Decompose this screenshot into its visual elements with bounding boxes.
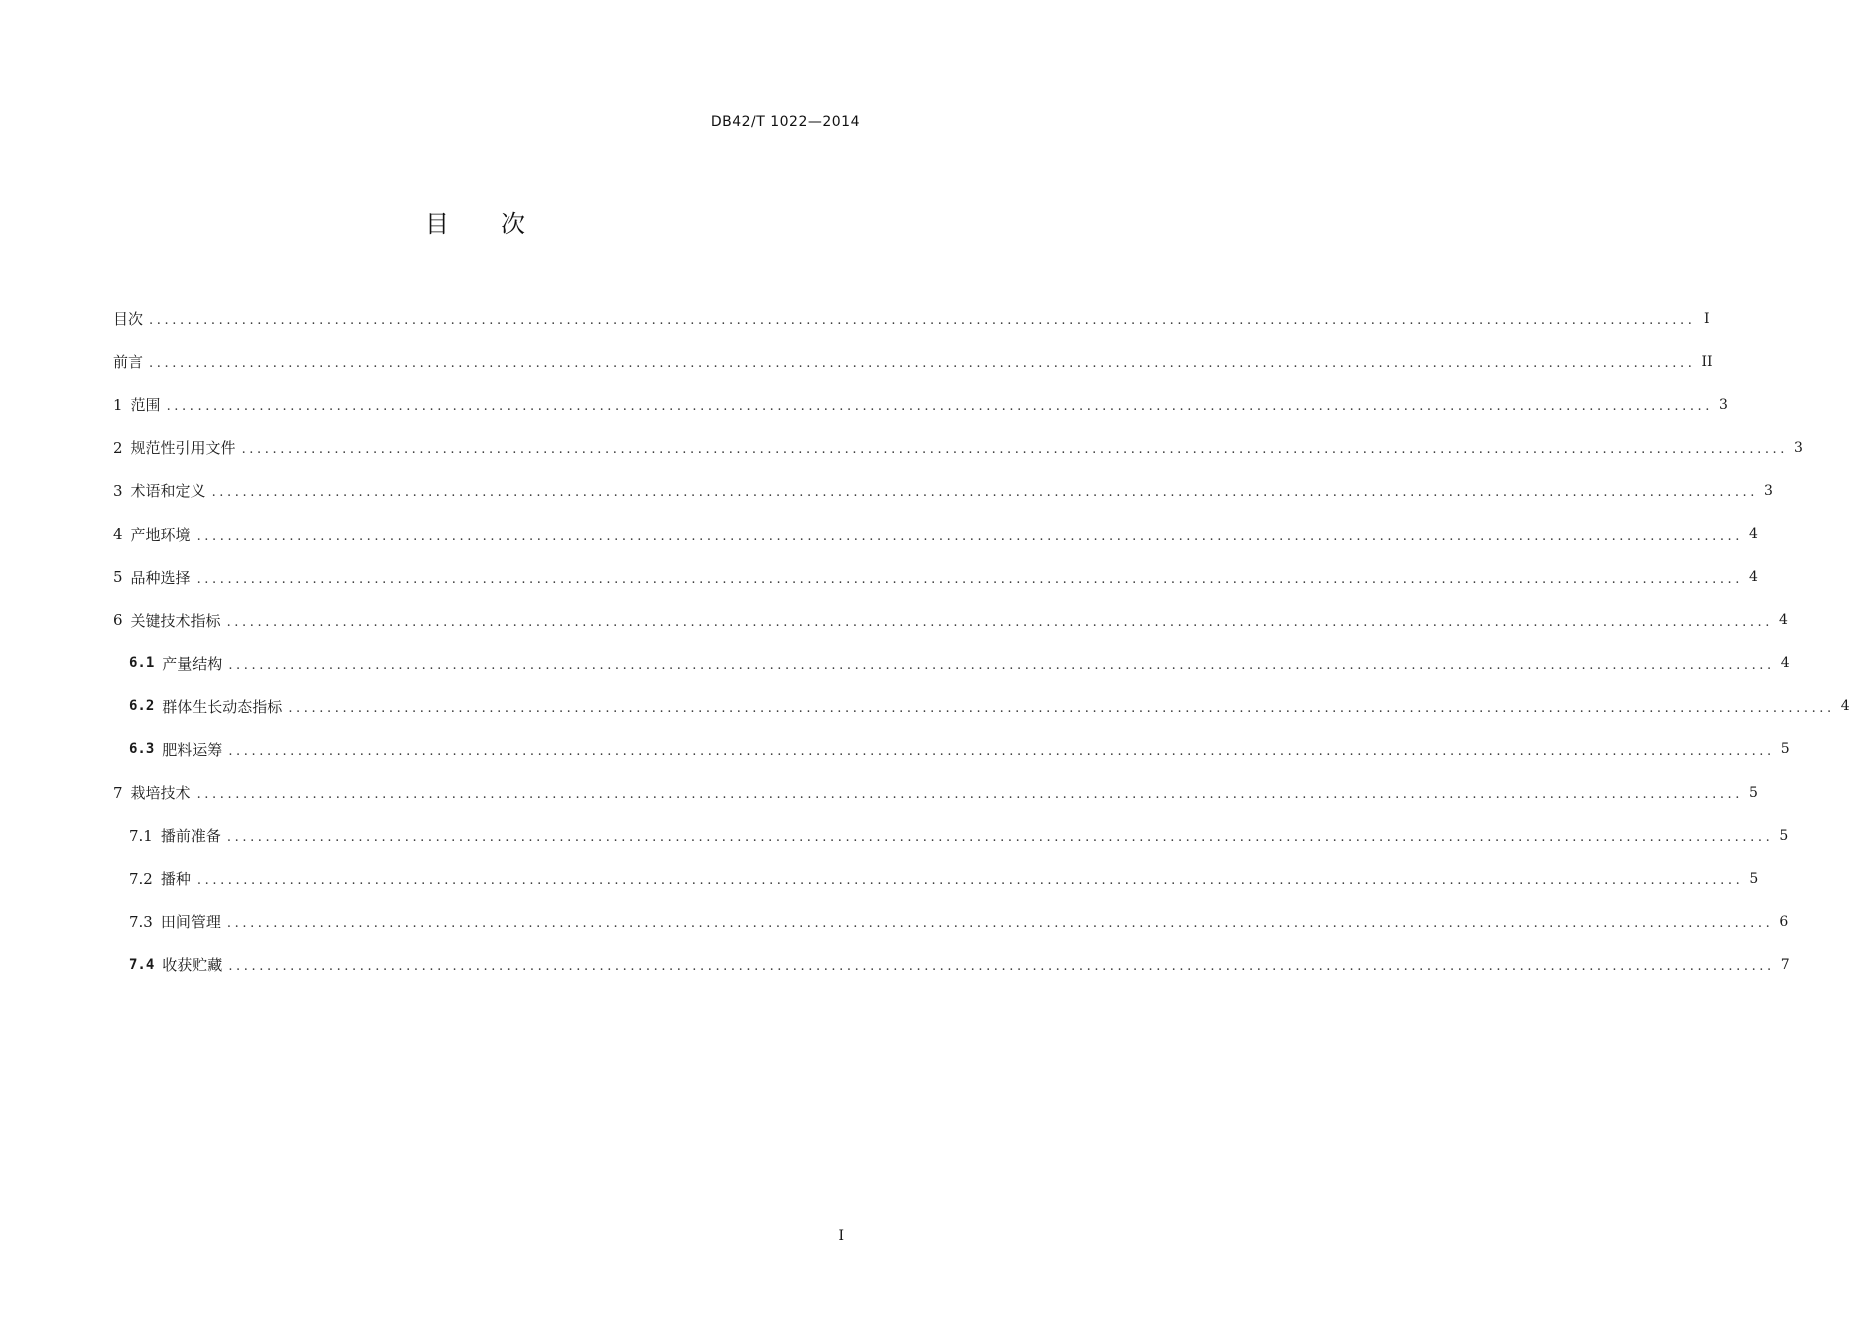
table-of-contents <box>113 297 1850 987</box>
toc-page-number: 5 <box>1749 784 1758 801</box>
toc-page-number: 4 <box>1780 655 1790 672</box>
toc-section-number: 2 <box>113 438 123 457</box>
toc-page-number: 3 <box>1719 396 1728 413</box>
page-title: 目次 <box>425 210 577 238</box>
toc-section-number: 6.1 <box>129 655 155 672</box>
toc-page-number: 6 <box>1779 913 1789 930</box>
toc-entry-text: 关键技术指标 <box>130 611 221 630</box>
toc-dot-leader: ........................................................................................................................................................................................................ <box>196 528 1744 544</box>
toc-section-number: 6 <box>113 611 123 630</box>
toc-dot-leader: ........................................................................................................................................................................................................ <box>226 830 1774 846</box>
toc-entry-text: 范围 <box>130 396 161 415</box>
toc-entry-key-indicators[interactable] <box>113 599 1788 642</box>
toc-dot-leader: ........................................................................................................................................................................................................ <box>241 442 1789 458</box>
toc-entry-scope[interactable] <box>113 383 1728 426</box>
toc-entry-variety-selection[interactable] <box>113 556 1758 599</box>
toc-entry-yield-structure[interactable] <box>113 642 1790 685</box>
toc-entry-text: 前言 <box>113 353 144 372</box>
toc-entry-text: 播种 <box>160 870 191 889</box>
toc-dot-leader: ........................................................................................................................................................................................................ <box>226 614 1774 630</box>
toc-page-number: 4 <box>1840 698 1850 715</box>
toc-dot-leader: ........................................................................................................................................................................................................ <box>226 916 1774 932</box>
toc-dot-leader: ........................................................................................................................................................................................................ <box>228 657 1775 673</box>
toc-entry-text: 播前准备 <box>160 827 221 846</box>
toc-page-number: 4 <box>1749 569 1758 586</box>
toc-section-number: 7.4 <box>129 956 155 973</box>
toc-entry-text: 产量结构 <box>162 654 223 673</box>
toc-entry-text: 栽培技术 <box>130 784 191 803</box>
toc-section-number: 6.2 <box>129 698 155 715</box>
toc-page-number: 7 <box>1780 956 1790 973</box>
toc-entry-sowing[interactable] <box>113 857 1759 900</box>
toc-entry-foreword[interactable] <box>113 340 1713 383</box>
toc-entry-fertilizer-management[interactable] <box>113 728 1790 771</box>
toc-section-number: 7.1 <box>129 826 153 845</box>
toc-page-number: I <box>1703 310 1710 327</box>
toc-section-number: 7 <box>113 783 123 802</box>
toc-page-number: 3 <box>1794 439 1803 456</box>
toc-entry-cultivation-techniques[interactable] <box>113 771 1758 814</box>
toc-section-number: 7.2 <box>129 869 153 888</box>
toc-dot-leader: ........................................................................................................................................................................................................ <box>149 356 1696 372</box>
toc-entry-text: 收获贮藏 <box>162 956 223 975</box>
toc-page-number: 4 <box>1779 612 1788 629</box>
toc-page-number: II <box>1701 353 1713 370</box>
toc-section-number: 7.3 <box>129 912 153 931</box>
toc-dot-leader: ........................................................................................................................................................................................................ <box>228 959 1775 975</box>
toc-section-number: 1 <box>113 395 123 414</box>
toc-dot-leader: ........................................................................................................................................................................................................ <box>196 873 1744 889</box>
toc-dot-leader: ........................................................................................................................................................................................................ <box>166 399 1714 415</box>
toc-entry-harvest-storage[interactable] <box>113 943 1790 986</box>
toc-entry-text: 规范性引用文件 <box>130 439 236 458</box>
toc-entry-text: 目次 <box>113 310 144 329</box>
toc-entry-text: 肥料运筹 <box>162 740 223 759</box>
footer-page-number: I <box>838 1228 844 1244</box>
toc-entry-terms-definitions[interactable] <box>113 469 1773 512</box>
toc-dot-leader: ........................................................................................................................................................................................................ <box>228 743 1775 759</box>
toc-page-number: 5 <box>1780 741 1790 758</box>
toc-entry-text: 品种选择 <box>130 568 191 587</box>
toc-entry-text: 产地环境 <box>130 525 191 544</box>
toc-section-number: 5 <box>113 568 123 587</box>
toc-entry-pre-sowing-preparation[interactable] <box>113 814 1789 857</box>
toc-entry-population-growth[interactable] <box>113 685 1850 728</box>
document-code: DB42/T 1022—2014 <box>710 114 860 130</box>
toc-page-number: 5 <box>1749 870 1759 887</box>
toc-entry-production-environment[interactable] <box>113 512 1758 555</box>
toc-dot-leader: ........................................................................................................................................................................................................ <box>149 313 1696 329</box>
toc-entry-contents[interactable] <box>113 297 1710 340</box>
toc-entry-normative-references[interactable] <box>113 426 1803 469</box>
toc-entry-text: 术语和定义 <box>130 482 206 501</box>
toc-dot-leader: ........................................................................................................................................................................................................ <box>196 787 1744 803</box>
toc-entry-text: 田间管理 <box>160 913 221 932</box>
toc-page-number: 5 <box>1779 827 1789 844</box>
toc-dot-leader: ........................................................................................................................................................................................................ <box>196 571 1744 587</box>
toc-entry-text: 群体生长动态指标 <box>162 697 283 716</box>
toc-dot-leader: ........................................................................................................................................................................................................ <box>211 485 1759 501</box>
toc-section-number: 3 <box>113 481 123 500</box>
toc-page-number: 3 <box>1764 482 1773 499</box>
toc-section-number: 4 <box>113 525 123 544</box>
toc-entry-field-management[interactable] <box>113 900 1789 943</box>
toc-section-number: 6.3 <box>129 741 155 758</box>
toc-page-number: 4 <box>1749 526 1758 543</box>
toc-dot-leader: ........................................................................................................................................................................................................ <box>288 700 1835 716</box>
